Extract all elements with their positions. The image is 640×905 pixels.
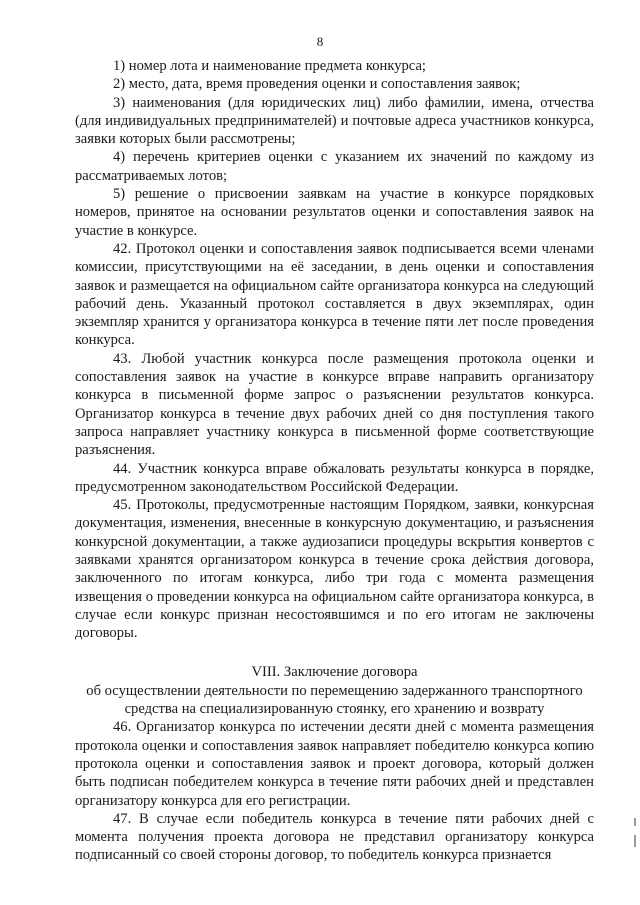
- list-item-2: 2) место, дата, время проведения оценки и сопоставления заявок;: [113, 76, 521, 93]
- page-number: 8: [316, 34, 324, 49]
- section-heading: [75, 663, 594, 719]
- section-title: VIII. Заключение договора: [251, 663, 418, 680]
- list-item-3: 3) наименования (для юридических лиц) либо фамилии, имена, отчества (для индивидуальных предпринимателей) и почтовые адреса участников конкурса, заявки которых были рассмотрены;: [75, 94, 594, 148]
- paragraph-46: 46. Организатор конкурса по истечении десяти дней с момента размещения протокола оценки и сопоставления заявок направляет победителю конкурса копию протокола оценки и сопоставления заявок и проект договора, который должен быть подписан победителем конкурса в течение пяти рабочих дней и представлен организатору конкурса для его регистрации.: [75, 719, 594, 809]
- paragraph-45: 45. Протоколы, предусмотренные настоящим Порядком, заявки, конкурсная документация, изменения, внесенные в конкурсную документацию, и разъяснения конкурсной документации, а также аудиозаписи процедуры вскрытия конвертов с заявками хранятся организатором конкурса в течение срока действия договора, заключенного по итогам конкурса, либо три года с момента размещения извещения о проведении конкурса на официальном сайте организатора конкурса, в случае если конкурс признан несостоявшимся и по его итогам не заключены договоры.: [75, 497, 594, 642]
- paragraph-42: 42. Протокол оценки и сопоставления заявок подписывается всеми членами комиссии, присутствующими на её заседании, в день оценки и сопоставления заявок и размещается на официальном сайте организатора конкурса на следующий рабочий день. Указанный протокол составляется в двух экземплярах, один экземпляр хранится у организатора конкурса в течение пяти лет после проведения конкурса.: [75, 240, 594, 349]
- list-item-1: 1) номер лота и наименование предмета конкурса;: [113, 58, 426, 74]
- section-subtitle-line-1: об осуществлении деятельности по перемещению задержанного транспортного: [86, 682, 583, 699]
- paragraph-44: 44. Участник конкурса вправе обжаловать результаты конкурса в порядке, предусмотренном законодательством Российской Федерации.: [75, 460, 594, 495]
- scan-edge-mark: [634, 835, 636, 847]
- paragraph-43: 43. Любой участник конкурса после размещения протокола оценки и сопоставления заявок на участие в конкурсе вправе направить организатору конкурса в письменной форме запрос о разъяснении результатов конкурса. Организатор конкурса в течение двух рабочих дней со дня поступления такого запроса направляет участнику конкурса в письменной форме соответствующие разъяснения.: [75, 350, 594, 459]
- document-body: [75, 57, 594, 865]
- paragraph-47: 47. В случае если победитель конкурса в течение пяти рабочих дней с момента получения проекта договора не представил организатору конкурса подписанный со своей стороны договор, то победитель конкурса признается: [75, 810, 594, 864]
- scan-edge-mark: [634, 818, 636, 826]
- list-item-4: 4) перечень критериев оценки с указанием их значений по каждому из рассматриваемых лотов;: [75, 149, 594, 184]
- list-item-5: 5) решение о присвоении заявкам на участие в конкурсе порядковых номеров, принятое на основании результатов оценки и сопоставления заявок на участие в конкурсе.: [75, 186, 594, 239]
- section-subtitle-line-2: средства на специализированную стоянку, его хранению и возврату: [124, 701, 545, 718]
